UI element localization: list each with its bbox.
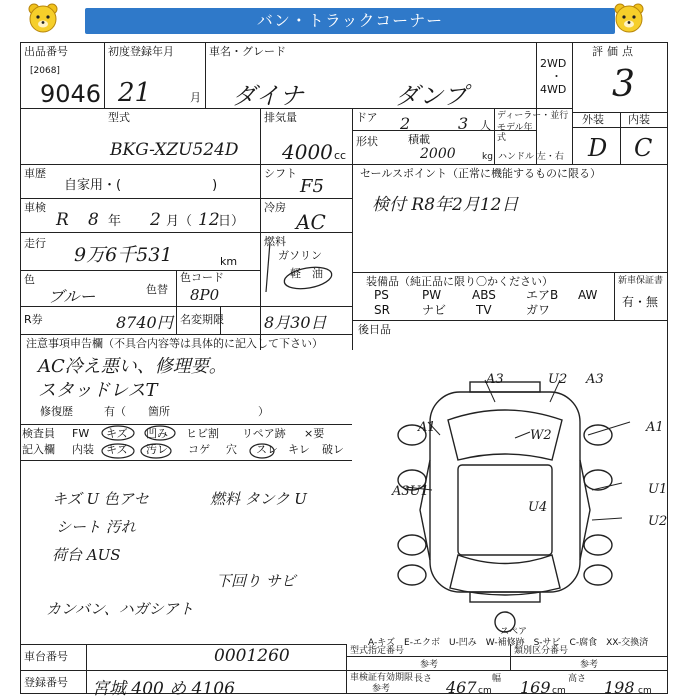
load-capacity: 2000 [420,146,456,162]
equipment-item-4: AW [578,288,598,302]
height-unit: cm [638,686,652,696]
handle-label: ハンドル 左・右 [498,152,564,162]
damage-mark-5: W2 [530,428,552,443]
damage-mark-3: A1 [418,420,436,435]
damage-mark-7: U1 [648,482,668,497]
width-label: 幅 [492,674,502,684]
equipment-item-3: エアB [526,288,559,302]
shift-label: シフト [264,167,297,180]
notes-line-1: AC冷え悪い、修理要。 [38,356,227,377]
equipment-item-1: PW [422,288,442,302]
length-unit: cm [478,686,492,696]
car-name: ダイナ [232,82,304,110]
equipment-item-0: PS [374,288,389,302]
lot-number-label: 出品番号 [24,45,68,58]
inspector-note-0: キズ U 色アセ [52,490,149,508]
checker-item-0: 内装 [72,443,94,456]
load-label: 積載 [408,133,430,146]
page-title: バン・トラックコーナー [85,8,615,34]
checker-item-4: リペア跡 [242,427,286,440]
entry-column-label: 記入欄 [22,443,55,456]
model-code: BKG-XZU524D [110,140,239,160]
checker-circle-marks [100,424,340,460]
inspector-note-2: 荷台 AUS [52,546,121,564]
door-count: 2 [400,114,411,133]
displacement-label: 排気量 [264,111,297,124]
car-name-label: 車名・グレード [209,45,286,58]
checker-item-3: コゲ [188,443,210,456]
checker-item-5: スレ [256,443,278,456]
width-value: 169 [520,678,551,697]
repair-history-value: 有（ 箇所 ） [104,405,269,418]
length-value: 467 [446,678,477,697]
class-number-label: 類別区分番号 [514,646,569,656]
lot-number: 9046 [40,80,102,108]
warranty-value: 有・無 [622,295,659,309]
fuel-diesel: 軽 油 [290,267,323,280]
damage-mark-0: A3 [486,372,504,387]
shape-label: 形状 [356,135,378,148]
checker-item-2: 汚レ [146,443,168,456]
header [0,0,700,42]
interior-score: C [634,134,653,162]
width-unit: cm [552,686,566,696]
damage-mark-2: A3 [586,372,604,387]
plate-number: 宮城 400 め 4106 [92,679,235,699]
notes-line-2: スタッドレスT [38,380,158,401]
fuel-label: 燃料 [264,235,286,248]
inspection-year: 8 [88,210,99,230]
plate-label: 登録番号 [24,676,68,689]
sales-point-value: 検付 R8年2月12日 [372,195,519,215]
checker-item-4: 穴 [226,443,237,456]
exterior-score: D [588,134,608,162]
mileage-value: 9万6千531 [74,244,173,266]
damage-mark-8: U4 [528,500,548,515]
month-open-label: 月（ [166,214,193,229]
chassis-label: 車台番号 [24,650,68,663]
recycle-label: R券 [24,313,43,326]
interior-label: 内装 [628,113,650,126]
shift-value: F5 [300,176,324,197]
fuel-gasoline: ガソリン [278,249,322,262]
mileage-label: 走行 [24,237,46,250]
checker-item-3: ヒビ割 [186,427,219,440]
year-label: 年 [108,214,122,229]
overall-score: 3 [612,64,635,105]
class-number-sub: 参考 [580,660,599,670]
load-unit: kg [482,152,493,162]
color-code-label: 色コード [180,271,224,284]
score-label: 評価点 [592,45,637,58]
checker-item-5: ×要 [304,427,325,440]
first-registration-label: 初度登録年月 [108,45,174,58]
spare-label: スペア [500,627,528,637]
height-label: 高さ [568,674,587,684]
damage-mark-1: U2 [548,372,568,387]
name-change-label: 名変期限 [180,313,224,326]
seat-count: 3 [458,114,469,133]
designation-label: 型式指定番号 [350,646,405,656]
bear-mascot-icon [26,2,60,36]
color-value: ブルー [48,287,96,306]
color-change-label: 色替 [146,283,168,296]
bear-mascot-icon [612,2,646,36]
door-label: ドア [356,111,378,124]
history-value: 自家用・( ) [64,178,218,193]
damage-mark-6: A3U1 [392,484,429,499]
inspection-day: 12 [198,210,220,230]
designation-sub: 参考 [420,660,439,670]
displacement-unit: cc [334,149,347,162]
inspector-note-3: カンバン、ハガシアト [46,600,194,618]
repair-history-label: 修復歴 [40,405,73,418]
checker-item-6: キレ [288,443,310,456]
warranty-label: 新車保証書 [618,276,664,286]
day-label: 日） [218,214,245,229]
checker-item-2: 凹み [146,427,168,440]
registration-year: 21 [118,78,152,108]
equipment-item-3: ガワ [526,303,551,317]
notes-label: 注意事項申告欄（不具合内容等は具体的に記入して下さい） [26,337,323,350]
model-year-label: モデル年式 [497,123,533,143]
damage-legend: A-キズ E-エクボ U-凹み W-補修跡 S-サビ C-腐食 XX-交換済 [368,638,649,648]
chassis-number: 0001260 [214,646,290,666]
color-code-value: 8P0 [190,286,220,304]
height-value: 198 [604,678,635,697]
seat-unit: 人 [480,119,491,132]
dealer-label: ディーラー・並行 [497,111,569,121]
color-label: 色 [24,273,35,286]
exterior-label: 外装 [582,113,604,126]
recycle-value: 8740円 [116,313,173,332]
checker-item-0: FW [72,427,90,440]
checker-item-1: キズ [106,427,128,440]
cert-expiry-sub: 参考 [372,684,391,694]
history-label: 車歴 [24,167,46,180]
month-label: 月 [190,91,201,104]
length-label: 長さ [414,674,433,684]
checker-item-7: 破レ [322,443,344,456]
2wd-option: 2WD [540,57,567,70]
damage-mark-4: A1 [646,420,664,435]
inspection-era: R [56,210,69,230]
inspection-month: 2 [150,210,161,230]
model-code-label: 型式 [108,111,130,124]
fuel-circle-mark [260,230,352,306]
equipment-item-2: TV [476,303,492,317]
car-grade: ダンプ [395,82,468,110]
4wd-option: 4WD [540,83,567,96]
equipment-item-1: ナビ [422,303,447,317]
checker-item-1: キズ [106,443,128,456]
ac-label: 冷房 [264,201,286,214]
equipment-item-2: ABS [472,288,496,302]
cert-expiry-label: 車検証有効期限 [350,673,414,683]
damage-mark-9: U2 [648,514,668,529]
inspector-note-1: シート 汚れ [56,518,136,536]
displacement-value: 4000 [282,140,333,164]
inspector-note-0: 燃料 タンク U [210,490,307,508]
bottom-seat-label: 後日品 [358,323,391,336]
ac-value: AC [296,210,326,234]
equipment-label: 装備品（純正品に限り〇かください） [366,275,553,288]
lot-sub-number: [2068] [30,66,60,76]
sales-point-label: セールスポイント（正常に機能するものに限る） [360,167,602,180]
equipment-item-0: SR [374,303,390,317]
mileage-unit: km [220,255,238,268]
inspection-label: 車検 [24,201,46,214]
inspector-label: 検査員 [22,427,55,440]
name-change-deadline: 8月30日 [264,313,327,332]
inspector-note-1: 下回り サビ [216,572,296,590]
